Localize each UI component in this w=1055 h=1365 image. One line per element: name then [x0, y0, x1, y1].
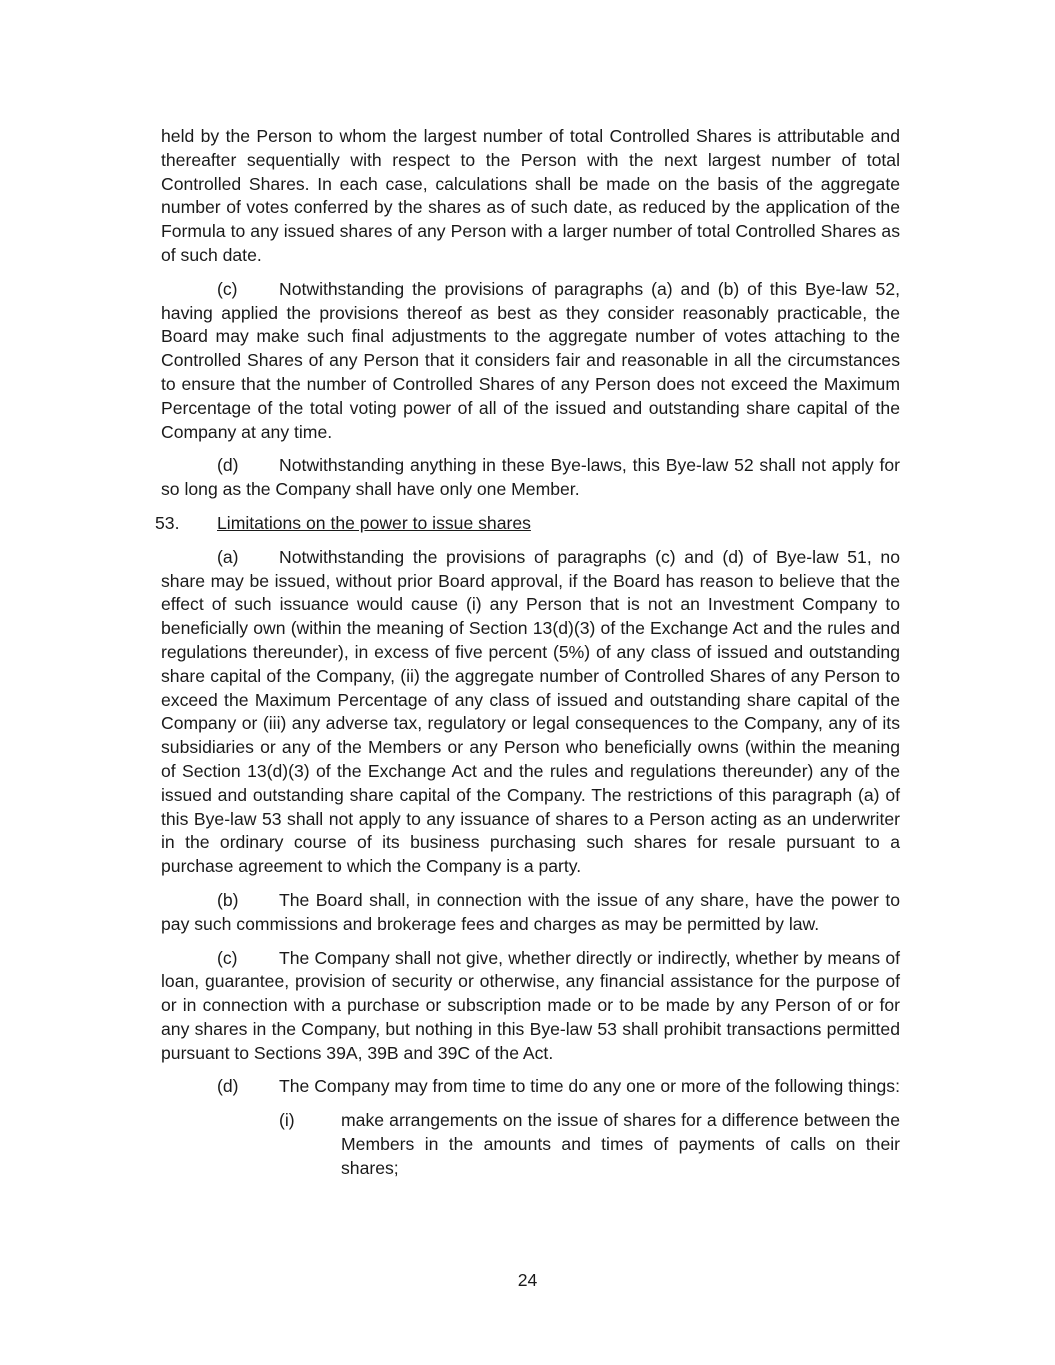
sub-item-label: (i): [279, 1110, 295, 1131]
paragraph-53-a: [161, 546, 900, 879]
paragraph-text: The Company may from time to time do any one or more of the following things:: [279, 1076, 900, 1097]
paragraph-52-c: [161, 278, 900, 445]
paragraph-text: Notwithstanding the provisions of paragraphs (c) and (d) of Bye-law 51, no share may be issued, without prior Board approval, if the Board has reason to believe that the effect of such issuance would cause (i) any Person that is not an Investment Company to beneficially own (within the meaning of Section 13(d)(3) of the Exchange Act and the rules and regulations thereunder), in excess of five percent (5%) of any class of issued and outstanding share capital of the Company, (ii) the aggregate number of Controlled Shares of any Person to exceed the Maximum Percentage of any class of issued and outstanding share capital of the Company or (iii) any adverse tax, regulatory or legal consequences to the Company, any of its subsidiaries or any of the Members or any Person who beneficially owns (within the meaning of Section 13(d)(3) of the Exchange Act and the rules and regulations thereunder) any of the issued and outstanding share capital of the Company. The restrictions of this paragraph (a) of this Bye-law 53 shall not apply to any issuance of shares to a Person acting as an underwriter in the ordinary course of its business purchasing such shares for resale pursuant to a purchase agreement to which the Company is a party.: [161, 546, 900, 877]
paragraph-label: (a): [217, 546, 239, 567]
paragraph-label: (d): [217, 1076, 239, 1097]
paragraph-label: (c): [217, 278, 238, 299]
paragraph-text: The Board shall, in connection with the issue of any share, have the power to pay such commissions and brokerage fees and charges as may be permitted by law.: [161, 889, 900, 934]
paragraph-53-b: [161, 889, 900, 937]
sub-item-i: [279, 1109, 900, 1180]
paragraph-52-d: [161, 454, 900, 502]
sub-item-text: make arrangements on the issue of shares for a difference between the Members in the amounts and times of payments of calls on their shares;: [341, 1110, 900, 1178]
paragraph-label: (b): [217, 889, 239, 910]
section-title: Limitations on the power to issue shares: [217, 512, 531, 533]
document-page: [155, 125, 900, 1181]
paragraph-text: Notwithstanding the provisions of paragraphs (a) and (b) of this Bye-law 52, having applied the provisions thereof as best as they consider reasonably practicable, the Board may make such final adjustments to the aggregate number of votes attaching to the Controlled Shares of any Person that it considers fair and reasonable in all the circumstances to ensure that the number of Controlled Shares of any Person does not exceed the Maximum Percentage of the total voting power of all of the issued and outstanding share capital of the Company at any time.: [161, 278, 900, 442]
page-number: 24: [517, 1270, 538, 1290]
paragraph-53-c: [161, 947, 900, 1066]
section-53-heading: [155, 512, 900, 536]
paragraph-label: (c): [217, 947, 238, 968]
section-number: 53.: [155, 512, 180, 533]
continuation-paragraph: held by the Person to whom the largest number of total Controlled Shares is attributable and thereafter sequentially with respect to the Person with the next largest number of total Controlled Shares. In each case, calculations shall be made on the basis of the aggregate number of votes conferred by the shares as of such date, as reduced by the application of the Formula to any issued shares of any Person with a larger number of total Controlled Shares as of such date.: [161, 126, 900, 265]
paragraph-text: The Company shall not give, whether directly or indirectly, whether by means of loan, guarantee, provision of security or otherwise, any financial assistance for the purpose of or in connection with a purchase or subscription made or to be made by any Person of or for any shares in the Company, but nothing in this Bye-law 53 shall prohibit transactions permitted pursuant to Sections 39A, 39B and 39C of the Act.: [161, 947, 900, 1063]
paragraph-53-d: [161, 1075, 900, 1099]
paragraph-text: Notwithstanding anything in these Bye-laws, this Bye-law 52 shall not apply for so long as the Company shall have only one Member.: [161, 455, 900, 500]
paragraph-label: (d): [217, 455, 239, 476]
